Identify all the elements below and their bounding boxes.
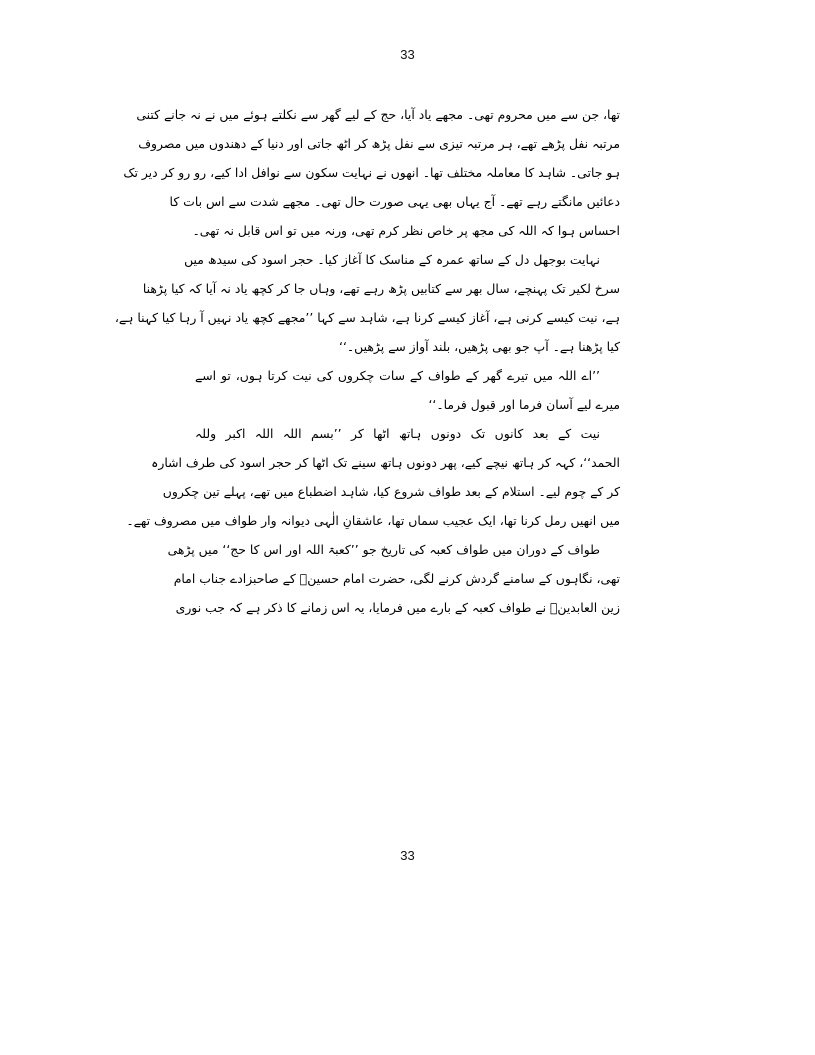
text-line: سرخ لکیر تک پہنچے، سال بھر سے کتابیں پڑھ رہے تھے، وہاں جا کر کچھ یاد نہ آیا کہ کیا پڑھنا — [142, 281, 620, 296]
text-line: ہو جاتی۔ شاہد کا معاملہ مختلف تھا۔ انھوں نے نہایت سکون سے نوافل ادا کیے، رو رو کر دیر تک — [123, 165, 620, 180]
text-line: طواف کے دوران میں طواف کعبہ کی تاریخ جو ’’کعبۃ اللہ اور اس کا حج‘‘ میں پڑھی — [167, 542, 600, 557]
text-line: کر کے چوم لیے۔ استلام کے بعد طواف شروع کیا، شاہد اضطباع میں تھے، پہلے تین چکروں — [162, 484, 620, 499]
page-number-bottom: 33 — [400, 848, 415, 863]
paragraph-3-quote — [195, 361, 620, 419]
text-line: ’’اے اللہ میں تیرے گھر کے طواف کے سات چکروں کی نیت کرتا ہوں، تو اسے — [195, 368, 600, 383]
text-line: تھی، نگاہوں کے سامنے گردش کرنے لگی، حضرت امام حسینؓ کے صاحبزادے جناب امام — [173, 571, 620, 586]
body-text — [114, 100, 620, 622]
paragraph-2 — [114, 245, 620, 361]
text-line: الحمد‘‘، کہہ کر ہاتھ نیچے کیے، پھر دونوں ہاتھ سینے تک اٹھا کر حجر اسود کی طرف اشارہ — [151, 455, 620, 470]
text-line: نیت کے بعد کانوں تک دونوں ہاتھ اٹھا کر ’’بسم اللہ اللہ اکبر وللہ — [195, 426, 600, 441]
paragraph-4 — [126, 419, 620, 535]
text-line: دعائیں مانگتے رہے تھے۔ آج یہاں بھی یہی صورت حال تھی۔ مجھے شدت سے اس بات کا — [169, 194, 620, 209]
text-line: تھا، جن سے میں محروم تھی۔ مجھے یاد آیا، حج کے لیے گھر سے نکلتے ہوئے میں نے نہ جانے کتنی — [136, 107, 620, 122]
paragraph-5 — [167, 535, 620, 622]
text-line: زین العابدینؒ نے طواف کعبہ کے بارے میں فرمایا، یہ اس زمانے کا ذکر ہے کہ جب نوری — [175, 600, 620, 615]
page-number-top: 33 — [400, 47, 415, 62]
text-line: نہایت بوجھل دل کے ساتھ عمرہ کے مناسک کا آغاز کیا۔ حجر اسود کی سیدھ میں — [184, 252, 600, 267]
text-line: میں انھیں رمل کرنا تھا، ایک عجیب سماں تھا، عاشقانِ الٰہی دیوانہ وار طواف میں مصروف تھے۔ — [126, 513, 620, 528]
text-line: کیا پڑھنا ہے۔ آپ جو بھی پڑھیں، بلند آواز سے پڑھیں۔‘‘ — [339, 339, 620, 354]
text-line: مرتبہ نفل پڑھے تھے، ہر مرتبہ تیزی سے نفل پڑھ کر اٹھ جاتی اور دنیا کے دھندوں میں مصروف — [138, 136, 620, 151]
paragraph-1 — [123, 100, 620, 245]
text-line: احساس ہوا کہ اللہ کی مجھ پر خاص نظر کرم تھی، ورنہ میں تو اس قابل نہ تھی۔ — [192, 223, 620, 238]
text-line: ہے، نیت کیسے کرنی ہے، آغاز کیسے کرنا ہے، شاہد سے کہا ’’مجھے کچھ یاد نہیں آ رہا کیا کہنا ہے، — [114, 310, 620, 325]
text-line: میرے لیے آسان فرما اور قبول فرما۔‘‘ — [428, 397, 620, 412]
